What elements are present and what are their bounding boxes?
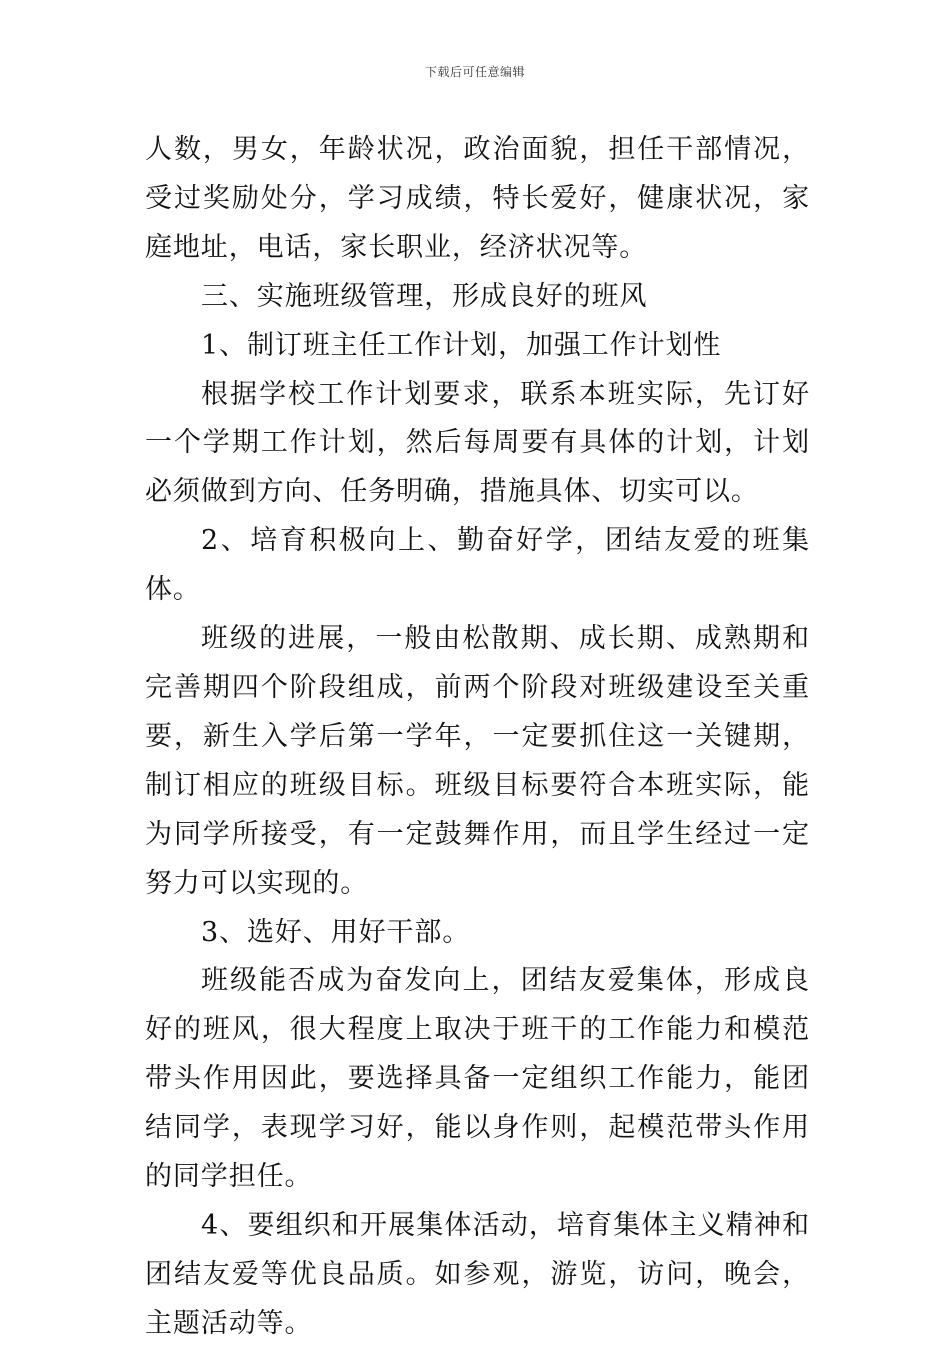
paragraph-work-plan: 根据学校工作计划要求，联系本班实际，先订好一个学期工作计划，然后每周要有具体的计划，计划必须做到方向、任务明确，措施具体、切实可以。 (145, 378, 810, 508)
subheading-class-collective: 2、培育积极向上、勤奋好学，团结友爱的班集体。 (145, 525, 810, 606)
document-body (145, 126, 810, 1349)
section-heading-class-management: 三、实施班级管理，形成良好的班风 (201, 280, 648, 312)
paragraph-collective-activities: 4、要组织和开展集体活动，培育集体主义精神和团结友爱等优良品质。如参观，游览，访问，晚会，主题活动等。 (145, 1209, 810, 1339)
page-header: 下载后可任意编辑 (424, 65, 525, 79)
paragraph-class-cadres: 班级能否成为奋发向上，团结友爱集体，形成良好的班风，很大程度上取决于班干的工作能力和模范带头作用因此，要选择具备一定组织工作能力，能团结同学，表现学习好，能以身作则，起模范带头作用的同学担任。 (145, 965, 810, 1193)
subheading-class-cadres: 3、选好、用好干部。 (201, 916, 471, 948)
subheading-work-plan: 1、制订班主任工作计划，加强工作计划性 (201, 329, 722, 361)
paragraph-student-info: 人数，男女，年龄状况，政治面貌，担任干部情况，受过奖励处分，学习成绩，特长爱好，健康状况，家庭地址，电话，家长职业，经济状况等。 (145, 134, 810, 263)
paragraph-class-development: 班级的进展，一般由松散期、成长期、成熟期和完善期四个阶段组成，前两个阶段对班级建设至关重要，新生入学后第一学年，一定要抓住这一关键期，制订相应的班级目标。班级目标要符合本班实际，能为同学所接受，有一定鼓舞作用，而且学生经过一定努力可以实现的。 (145, 623, 810, 899)
